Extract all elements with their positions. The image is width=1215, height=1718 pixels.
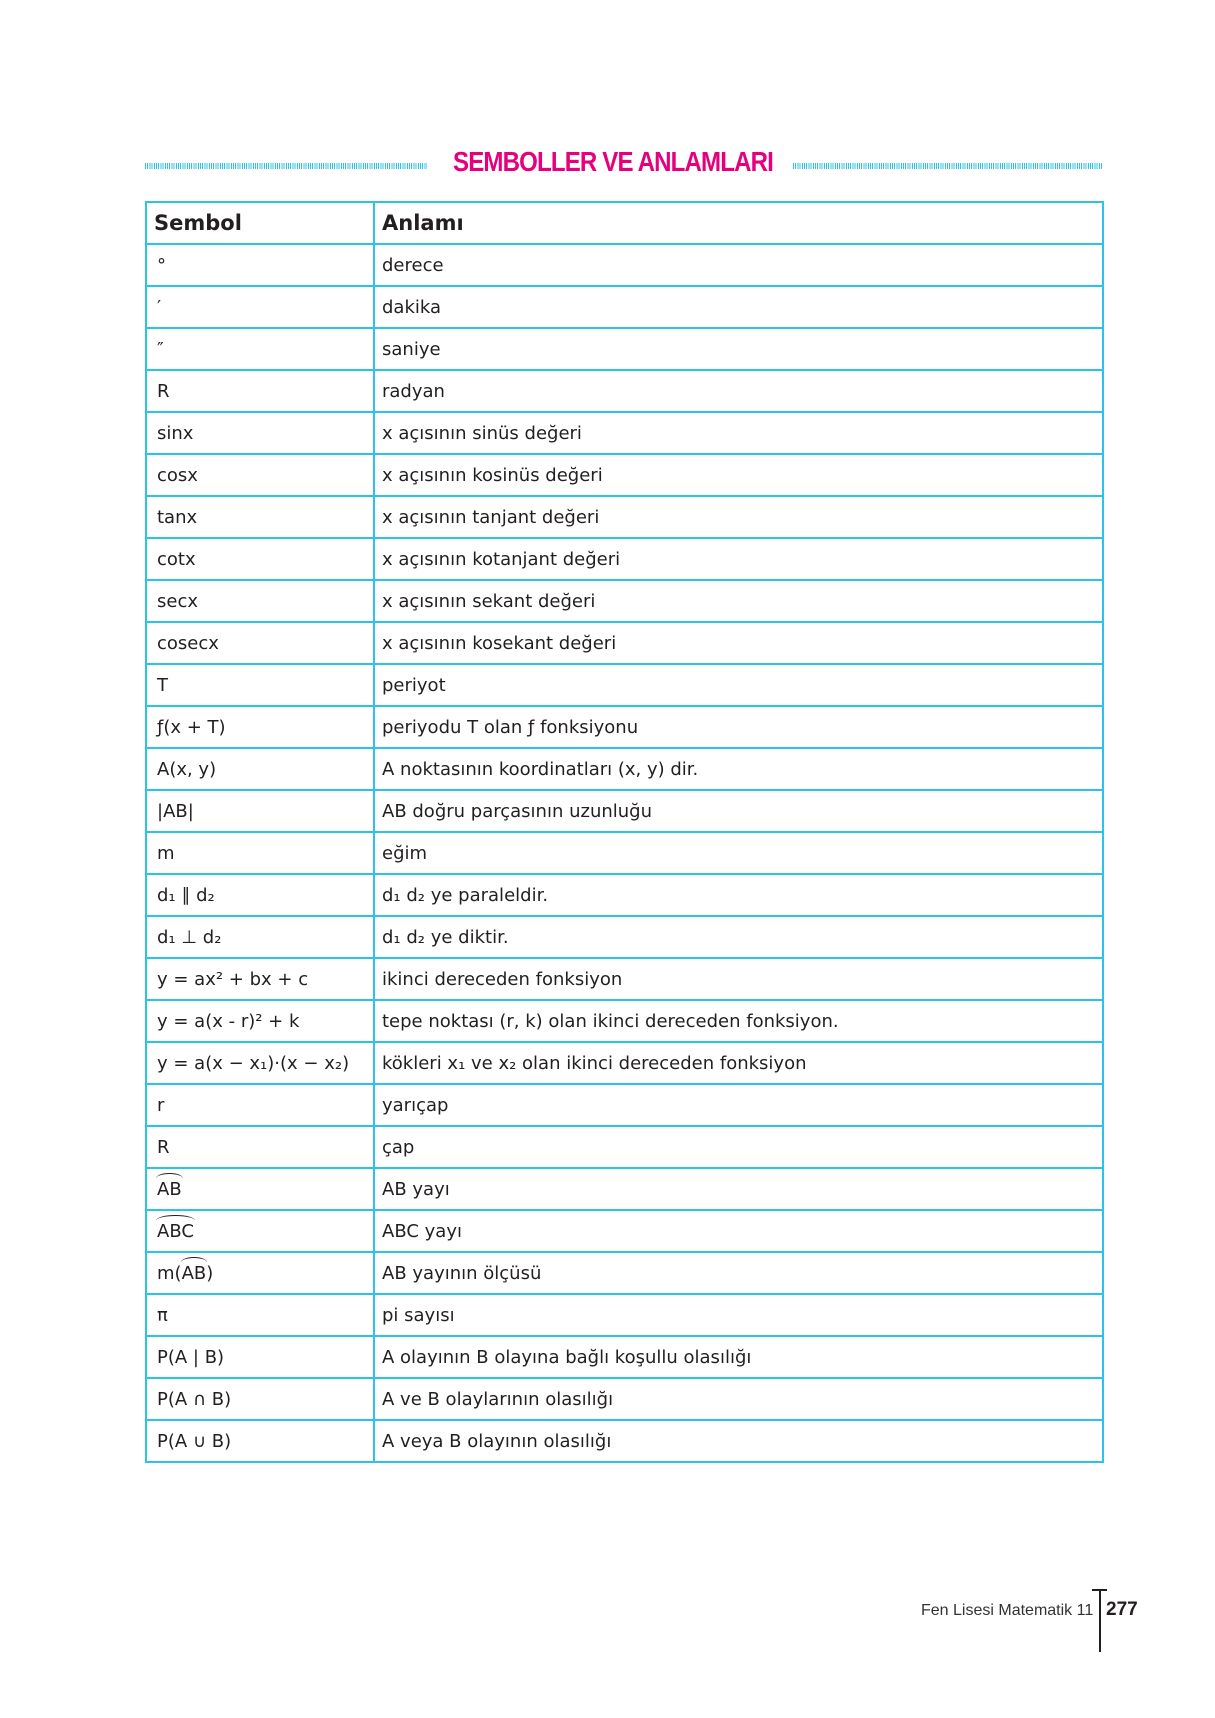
symbol-cell: ″ — [146, 328, 374, 370]
symbol-cell: T — [146, 664, 374, 706]
symbol-cell: π — [146, 1294, 374, 1336]
table-row — [146, 1294, 1103, 1336]
symbol-cell: y = ax² + bx + c — [146, 958, 374, 1000]
meaning-cell: x açısının kosekant değeri — [374, 622, 1103, 664]
table-row — [146, 1378, 1103, 1420]
symbol-cell: P(A ∩ B) — [146, 1378, 374, 1420]
symbol-suffix: ) — [206, 1262, 214, 1284]
page-header — [145, 146, 1103, 182]
meaning-cell: x açısının kotanjant değeri — [374, 538, 1103, 580]
meaning-cell: saniye — [374, 328, 1103, 370]
meaning-cell: AB yayının ölçüsü — [374, 1252, 1103, 1294]
table-row — [146, 706, 1103, 748]
table-row — [146, 790, 1103, 832]
table-header-row — [146, 202, 1103, 244]
meaning-cell: x açısının sekant değeri — [374, 580, 1103, 622]
symbol-cell: P(A ∪ B) — [146, 1420, 374, 1462]
table-row — [146, 958, 1103, 1000]
meaning-cell: dakika — [374, 286, 1103, 328]
table-row — [146, 328, 1103, 370]
symbol-cell — [146, 1210, 374, 1252]
symbol-cell: R — [146, 1126, 374, 1168]
symbol-cell: R — [146, 370, 374, 412]
table-row — [146, 244, 1103, 286]
table-row — [146, 1210, 1103, 1252]
table-row — [146, 370, 1103, 412]
book-title: Fen Lisesi Matematik 11 — [921, 1602, 1094, 1619]
page-number: 277 — [1106, 1599, 1138, 1620]
symbol-cell: ° — [146, 244, 374, 286]
meaning-cell: çap — [374, 1126, 1103, 1168]
table-row — [146, 1336, 1103, 1378]
symbol-prefix: m( — [157, 1262, 182, 1284]
symbol-cell: ′ — [146, 286, 374, 328]
symbol-cell: y = a(x − x₁)·(x − x₂) — [146, 1042, 374, 1084]
symbol-cell: y = a(x - r)² + k — [146, 1000, 374, 1042]
table-row — [146, 874, 1103, 916]
symbol-cell: d₁ ⊥ d₂ — [146, 916, 374, 958]
meaning-cell: derece — [374, 244, 1103, 286]
meaning-cell: ikinci dereceden fonksiyon — [374, 958, 1103, 1000]
symbol-cell: secx — [146, 580, 374, 622]
meaning-cell: eğim — [374, 832, 1103, 874]
table-row — [146, 1126, 1103, 1168]
table-row — [146, 1084, 1103, 1126]
table-row — [146, 496, 1103, 538]
table-row — [146, 538, 1103, 580]
meaning-cell: ABC yayı — [374, 1210, 1103, 1252]
meaning-cell: x açısının kosinüs değeri — [374, 454, 1103, 496]
symbol-cell: cosecx — [146, 622, 374, 664]
table-row — [146, 622, 1103, 664]
column-header-meaning: Anlamı — [374, 202, 1103, 244]
meaning-cell: AB yayı — [374, 1168, 1103, 1210]
table-row — [146, 832, 1103, 874]
table-row — [146, 1000, 1103, 1042]
meaning-cell: A ve B olaylarının olasılığı — [374, 1378, 1103, 1420]
footer-divider — [1099, 1589, 1101, 1652]
table-row — [146, 286, 1103, 328]
symbol-cell: ƒ(x + T) — [146, 706, 374, 748]
meaning-cell: A noktasının koordinatları (x, y) dir. — [374, 748, 1103, 790]
symbol-cell: tanx — [146, 496, 374, 538]
symbol-cell — [146, 1168, 374, 1210]
meaning-cell: AB doğru parçasının uzunluğu — [374, 790, 1103, 832]
symbol-cell: m — [146, 832, 374, 874]
table-row — [146, 412, 1103, 454]
page-title: SEMBOLLER VE ANLAMLARI — [453, 146, 773, 177]
meaning-cell: kökleri x₁ ve x₂ olan ikinci dereceden fonksiyon — [374, 1042, 1103, 1084]
symbol-cell: |AB| — [146, 790, 374, 832]
meaning-cell: x açısının sinüs değeri — [374, 412, 1103, 454]
meaning-cell: pi sayısı — [374, 1294, 1103, 1336]
table-row — [146, 1042, 1103, 1084]
meaning-cell: radyan — [374, 370, 1103, 412]
table-row — [146, 454, 1103, 496]
table-row — [146, 1168, 1103, 1210]
symbol-cell: cosx — [146, 454, 374, 496]
decorative-dotted-rule-right — [793, 163, 1103, 169]
table-row — [146, 580, 1103, 622]
symbol-cell: A(x, y) — [146, 748, 374, 790]
arc-symbol: AB — [157, 1178, 182, 1200]
meaning-cell: d₁ d₂ ye diktir. — [374, 916, 1103, 958]
meaning-cell: yarıçap — [374, 1084, 1103, 1126]
meaning-cell: A olayının B olayına bağlı koşullu olasılığı — [374, 1336, 1103, 1378]
meaning-cell: tepe noktası (r, k) olan ikinci dereceden fonksiyon. — [374, 1000, 1103, 1042]
meaning-cell: periyot — [374, 664, 1103, 706]
meaning-cell: d₁ d₂ ye paraleldir. — [374, 874, 1103, 916]
symbol-cell: P(A | B) — [146, 1336, 374, 1378]
table-row — [146, 1252, 1103, 1294]
meaning-cell: x açısının tanjant değeri — [374, 496, 1103, 538]
meaning-cell: periyodu T olan ƒ fonksiyonu — [374, 706, 1103, 748]
table-row — [146, 664, 1103, 706]
table-row — [146, 916, 1103, 958]
arc-symbol: ABC — [157, 1220, 194, 1242]
symbol-cell — [146, 1252, 374, 1294]
symbol-cell: sinx — [146, 412, 374, 454]
symbol-cell: cotx — [146, 538, 374, 580]
arc-symbol: AB — [181, 1262, 207, 1284]
table-row — [146, 748, 1103, 790]
symbol-cell: r — [146, 1084, 374, 1126]
symbols-table — [145, 201, 1104, 1463]
symbol-cell: d₁ ∥ d₂ — [146, 874, 374, 916]
table-row — [146, 1420, 1103, 1462]
decorative-dotted-rule-left — [145, 163, 427, 169]
column-header-symbol: Sembol — [146, 202, 374, 244]
meaning-cell: A veya B olayının olasılığı — [374, 1420, 1103, 1462]
